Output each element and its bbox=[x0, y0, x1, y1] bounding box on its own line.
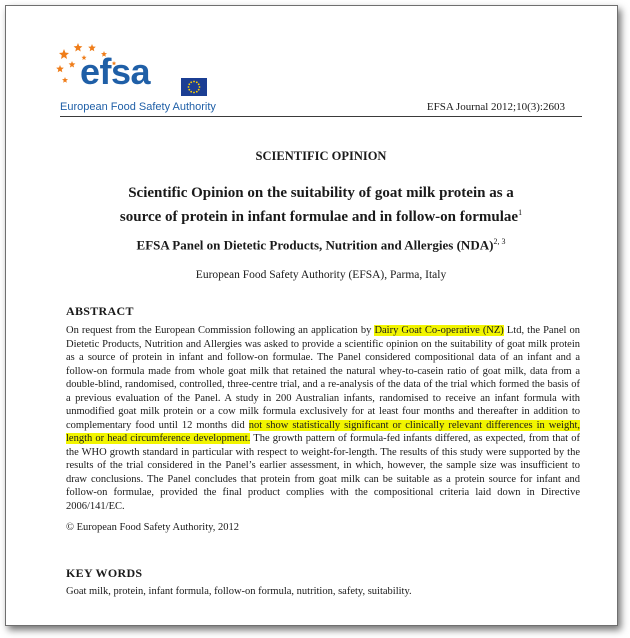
keywords-heading: KEY WORDS bbox=[66, 566, 143, 580]
abstract-heading: ABSTRACT bbox=[66, 304, 134, 318]
authors-text: EFSA Panel on Dietetic Products, Nutrition and Allergies (NDA) bbox=[136, 237, 494, 253]
journal-reference: EFSA Journal 2012;10(3):2603 bbox=[426, 101, 565, 113]
keywords-list: Goat milk, protein, infant formula, follow-on formula, nutrition, safety, suitability. bbox=[66, 586, 412, 597]
abstract-body bbox=[66, 324, 580, 513]
abstract-part-1: On request from the European Commission following an application by bbox=[66, 325, 375, 336]
abstract-highlight-finding: not show statistically significant or clinically relevant differences in weight, length or head circumference development. bbox=[66, 419, 580, 444]
title-text: Scientific Opinion on the suitability of goat milk protein as a source of protein in infant formulae and in follow-on formulae bbox=[119, 185, 519, 225]
affiliation: European Food Safety Authority (EFSA), Parma, Italy bbox=[195, 269, 447, 281]
abstract-part-2: Ltd, the Panel on Dietetic Products, Nutrition and Allergies was asked to provide a scientific opinion on the suitability of goat milk protein as a source of protein in infant and follow-on formulae. The Panel considered compositional data of an infant and a follow-on formula made from whole goat milk that retained the natural whey-to-casein ratio of goat milk, data from a double-blind, randomised, controlled, three-centre trial, and a re-analysis of the data of the trial which formed the basis of a previous evaluation of the Panel. A study in 200 Australian infants, randomised to receive an infant formula with unmodified goat milk protein or a cow milk formula exclusively for at least four months and thereafter in addition to complementary food until 12 months did bbox=[66, 325, 581, 431]
eu-flag-icon bbox=[181, 78, 207, 96]
org-name: European Food Safety Authority bbox=[60, 101, 216, 113]
document-category: SCIENTIFIC OPINION bbox=[255, 149, 387, 163]
abstract-part-3: The growth pattern of formula-fed infants differed, as expected, from that of the WHO growth standard in particular with respect to weight-for-length. The results of this study were supported by the results of the trial considered in the Panel’s earlier assessment, in which, however, the sample size was insufficient to draw conclusions. The Panel concludes that protein from goat milk can be suitable as a protein source for infant and follow-on formulae, provided the final product complies with the compositional criteria laid down in Directive 2006/141/EC. bbox=[66, 433, 580, 512]
abstract-highlight-applicant: Dairy Goat Co-operative (NZ) bbox=[374, 325, 504, 336]
title-footnote-marker: 1 bbox=[518, 208, 523, 217]
efsa-wordmark: efsa bbox=[80, 51, 151, 92]
header-divider bbox=[60, 116, 582, 117]
document-title bbox=[116, 183, 526, 227]
document-page bbox=[5, 5, 618, 626]
copyright-notice: © European Food Safety Authority, 2012 bbox=[66, 522, 239, 533]
authors-line bbox=[6, 237, 630, 253]
authors-footnote-marker: 2, 3 bbox=[493, 237, 506, 246]
